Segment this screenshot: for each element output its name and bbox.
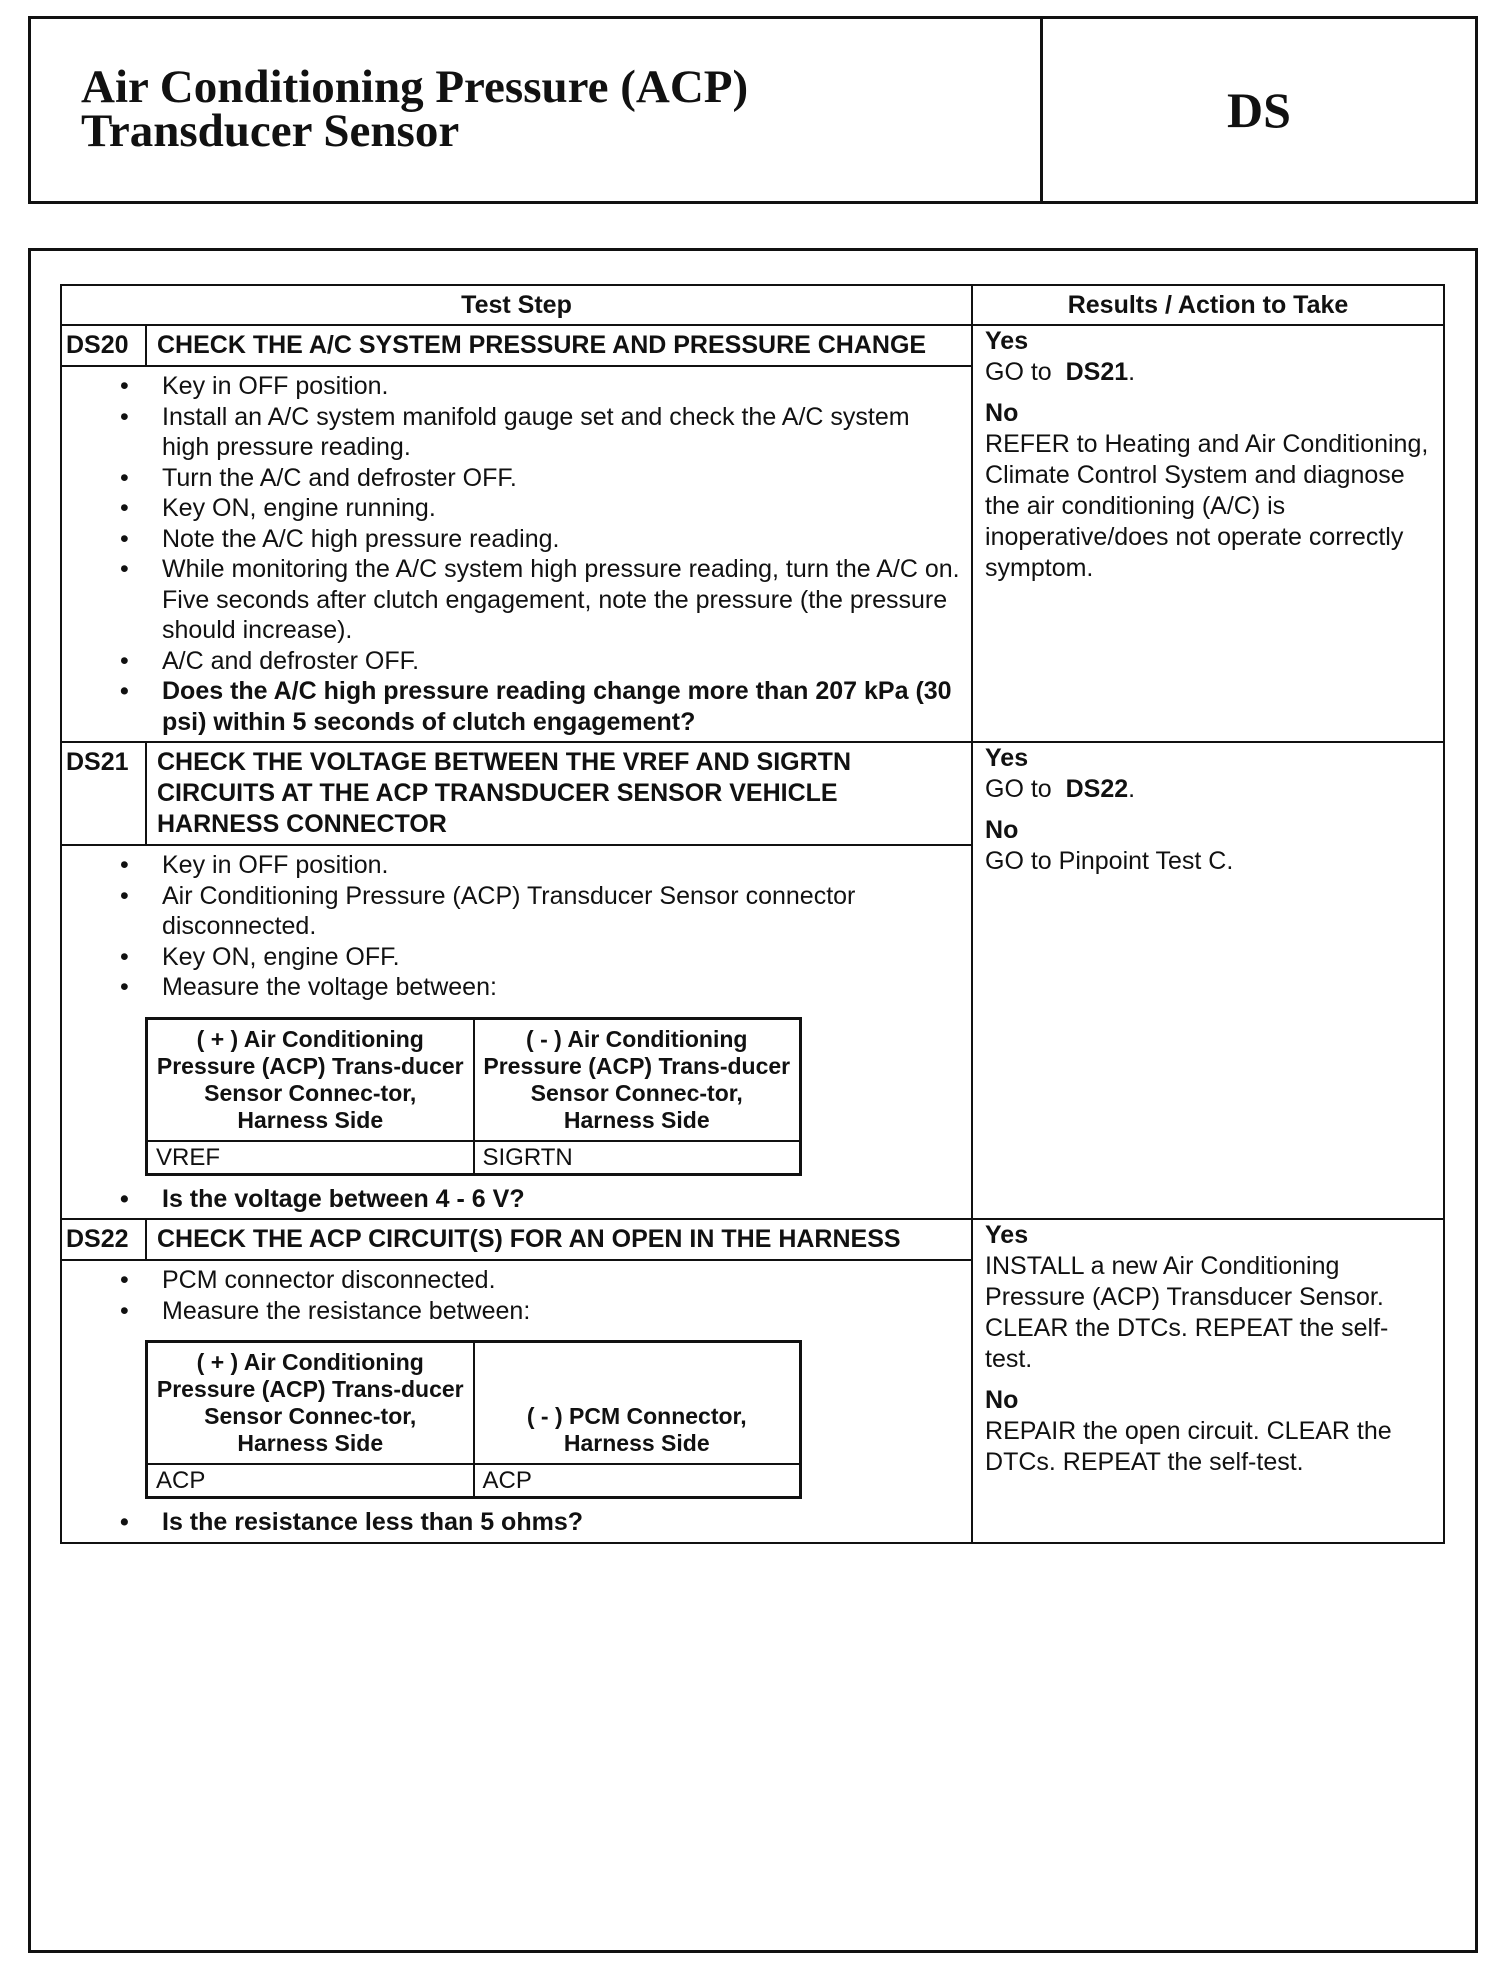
col-test-step-header: Test Step bbox=[61, 285, 972, 325]
no-action: REPAIR the open circuit. CLEAR the DTCs. REPEAT the self-test. bbox=[985, 1417, 1392, 1476]
col-results-header: Results / Action to Take bbox=[972, 285, 1444, 325]
table-header-row bbox=[61, 285, 1444, 325]
page-header bbox=[28, 16, 1478, 204]
step-title-row bbox=[61, 1219, 1444, 1260]
step-question: • Is the voltage between 4 - 6 V? bbox=[162, 1184, 961, 1215]
step-body bbox=[61, 1260, 972, 1543]
measure-neg-value: SIGRTN bbox=[474, 1141, 801, 1175]
page-title bbox=[31, 19, 1043, 201]
step-title-row bbox=[61, 325, 1444, 366]
list-item: • Air Conditioning Pressure (ACP) Transducer Sensor connector disconnected. bbox=[162, 881, 961, 942]
yes-label: Yes bbox=[985, 744, 1029, 772]
section-code: DS bbox=[1227, 82, 1291, 138]
step-result bbox=[972, 742, 1444, 1219]
no-label: No bbox=[985, 1386, 1019, 1414]
yes-action: GO to DS21. bbox=[985, 358, 1136, 386]
step-bullets bbox=[162, 850, 961, 1003]
measure-pos-value: VREF bbox=[147, 1141, 474, 1175]
page-title-line1: Air Conditioning Pressure (ACP) bbox=[81, 61, 749, 113]
measure-neg-header: ( - ) PCM Connector, Harness Side bbox=[474, 1342, 801, 1465]
list-item: • Measure the voltage between: bbox=[162, 972, 961, 1003]
step-id: DS20 bbox=[61, 325, 146, 366]
yes-action: GO to DS22. bbox=[985, 775, 1136, 803]
step-result bbox=[972, 1219, 1444, 1543]
step-question: • Does the A/C high pressure reading change more than 207 kPa (30 psi) within 5 seconds of clutch engagement? bbox=[162, 676, 961, 737]
step-title-row bbox=[61, 742, 1444, 845]
step-bullets bbox=[162, 1265, 961, 1326]
no-action: REFER to Heating and Air Conditioning, Climate Control System and diagnose the air conditioning (A/C) is inoperative/does not operate correctly symptom. bbox=[985, 430, 1429, 582]
step-result bbox=[972, 325, 1444, 742]
yes-ref: DS21 bbox=[1065, 358, 1129, 386]
no-action: GO to Pinpoint Test C. bbox=[985, 847, 1234, 875]
measure-neg-header: ( - ) Air Conditioning Pressure (ACP) Trans-ducer Sensor Connec-tor, Harness Side bbox=[474, 1018, 801, 1141]
measure-neg-value: ACP bbox=[474, 1464, 801, 1498]
list-item: • Key ON, engine OFF. bbox=[162, 942, 961, 973]
no-label: No bbox=[985, 816, 1019, 844]
step-title: CHECK THE VOLTAGE BETWEEN THE VREF AND SIGRTN CIRCUITS AT THE ACP TRANSDUCER SENSOR VEHICLE HARNESS CONNECTOR bbox=[146, 742, 972, 845]
list-item: • While monitoring the A/C system high pressure reading, turn the A/C on. Five seconds after clutch engagement, note the pressure (the pressure should increase). bbox=[162, 554, 961, 646]
page-title-line2: Transducer Sensor bbox=[81, 105, 460, 157]
measure-table bbox=[145, 1017, 802, 1176]
yes-ref: DS22 bbox=[1065, 775, 1129, 803]
measure-table bbox=[145, 1340, 802, 1499]
yes-label: Yes bbox=[985, 1221, 1029, 1249]
yes-text: GO to bbox=[985, 358, 1052, 386]
step-id: DS22 bbox=[61, 1219, 146, 1260]
list-item: • PCM connector disconnected. bbox=[162, 1265, 961, 1296]
measure-pos-header: ( + ) Air Conditioning Pressure (ACP) Trans-ducer Sensor Connec-tor, Harness Side bbox=[147, 1342, 474, 1465]
list-item: • Key in OFF position. bbox=[162, 850, 961, 881]
test-table bbox=[60, 284, 1445, 1544]
measure-pos-value: ACP bbox=[147, 1464, 474, 1498]
list-item: • Measure the resistance between: bbox=[162, 1296, 961, 1327]
step-body bbox=[61, 845, 972, 1219]
list-item: • A/C and defroster OFF. bbox=[162, 646, 961, 677]
list-item: • Key ON, engine running. bbox=[162, 493, 961, 524]
list-item: • Key in OFF position. bbox=[162, 371, 961, 402]
no-label: No bbox=[985, 399, 1019, 427]
step-id: DS21 bbox=[61, 742, 146, 845]
yes-action: INSTALL a new Air Conditioning Pressure (ACP) Transducer Sensor. CLEAR the DTCs. REPEAT the self-test. bbox=[985, 1252, 1389, 1373]
step-question: • Is the resistance less than 5 ohms? bbox=[162, 1507, 961, 1538]
step-title: CHECK THE A/C SYSTEM PRESSURE AND PRESSURE CHANGE bbox=[146, 325, 972, 366]
yes-label: Yes bbox=[985, 327, 1029, 355]
list-item: • Turn the A/C and defroster OFF. bbox=[162, 463, 961, 494]
measure-pos-header: ( + ) Air Conditioning Pressure (ACP) Trans-ducer Sensor Connec-tor, Harness Side bbox=[147, 1018, 474, 1141]
step-body bbox=[61, 366, 972, 742]
list-item: • Install an A/C system manifold gauge set and check the A/C system high pressure reading. bbox=[162, 402, 961, 463]
yes-text: GO to bbox=[985, 775, 1052, 803]
step-bullets bbox=[162, 371, 961, 737]
step-title: CHECK THE ACP CIRCUIT(S) FOR AN OPEN IN THE HARNESS bbox=[146, 1219, 972, 1260]
list-item: • Note the A/C high pressure reading. bbox=[162, 524, 961, 555]
